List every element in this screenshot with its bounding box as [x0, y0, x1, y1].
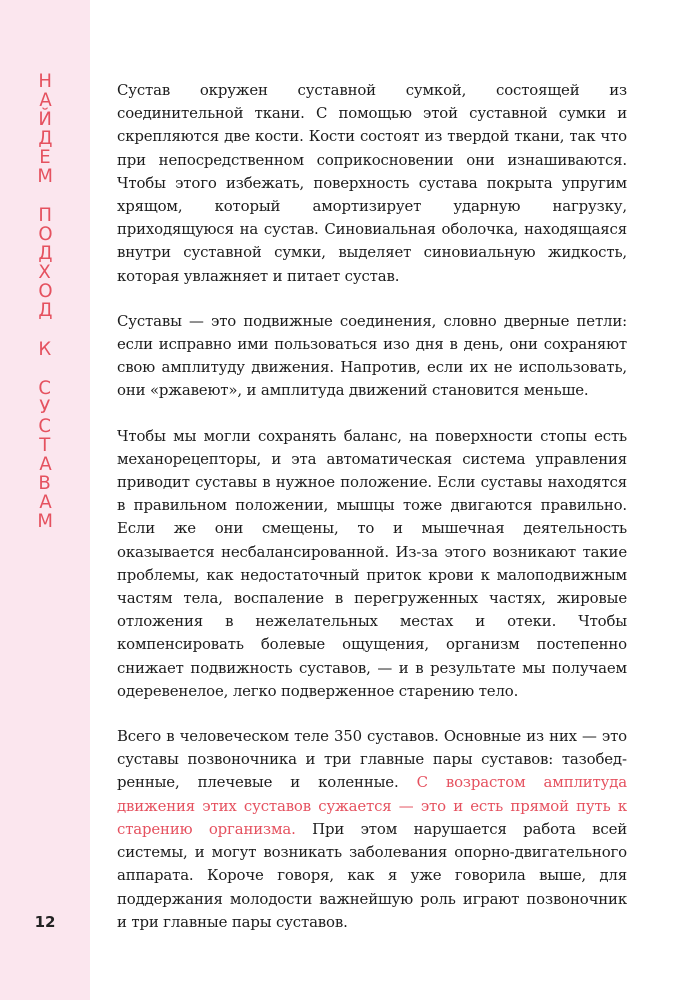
chapter-title-word-2 [38, 206, 53, 320]
title-letter: Д [37, 299, 53, 321]
title-letter: Н [38, 70, 52, 92]
title-letter: Х [38, 261, 52, 283]
vertical-chapter-title [0, 72, 90, 551]
paragraph-4-text-start: Всего в человеческом теле 350 суставов. Основные из них — это суставы позвоночника и три главные пары суставов: тазобедренные, плечевые и коленные. [117, 727, 627, 792]
chapter-title-word-1 [37, 72, 53, 186]
paragraph-4-text-end: При этом нарушается работа всей системы, и могут возникать заболевания опорно-двигательного аппарата. Короче говоря, как я уже говорила выше, для поддержания молодости важнейшую роль играют позвоночник и три главные пары суставов. [117, 819, 628, 931]
paragraph-3: Чтобы мы могли сохранять баланс, на поверхности стопы есть механорецепторы, и эта автоматическая система управления приводит суставы в нужное положение. Если суставы находятся в правильном положении, мышцы тоже двигаются правильно. Если же они смещены, то и мышечная деятельность оказывается несбалансированной. Из-за этого возникают такие проблемы, как недостаточный приток крови к малоподвижным частям тела, воспаление в перегруженных частях, жировые отложения в нежелательных местах и отеки. Чтобы компенсировать болевые ощущения, организм постепенно снижает подвижность суставов, — и в результате мы получаем одеревенелое, легко подверженное старению тело. [117, 426, 627, 700]
highlighted-sentence: С возрастом амплитуда движения этих суставов сужается — это и есть прямой путь к старению организма. [117, 773, 627, 838]
paragraph-1: Сустав окружен суставной сумкой, состоящей из соединительной ткани. С помощью этой суставной сумки и скрепляются две кости. Кости состоят из твердой ткани, так что при непосредственном соприкосновении они изнашиваются. Чтобы этого избежать, поверхность сустава покрыта упругим хрящом, который амортизирует ударную нагрузку, приходящуюся на сустав. Синовиальная оболочка, находящаяся внутри суставной сумки, выделяет синовиальную жидкость, которая увлажняет и питает сустав. [117, 81, 627, 285]
chapter-title-word-3 [38, 340, 52, 359]
title-letter: С [38, 415, 52, 437]
paragraph-4 [117, 725, 627, 934]
title-letter: У [39, 396, 51, 418]
title-letter: Й [38, 108, 52, 130]
title-letter: О [37, 280, 53, 302]
title-letter: А [38, 89, 52, 111]
title-letter: А [38, 453, 52, 475]
title-letter: К [38, 338, 52, 360]
title-letter: Е [39, 146, 51, 168]
page-number: 12 [34, 913, 56, 931]
title-letter: Д [37, 242, 53, 264]
title-letter: О [37, 223, 53, 245]
title-letter: М [37, 165, 53, 187]
title-letter: В [38, 472, 52, 494]
body-text [117, 79, 627, 956]
title-letter: С [38, 377, 52, 399]
title-letter: П [38, 204, 52, 226]
paragraph-2: Суставы — это подвижные соединения, словно дверные петли: если исправно ими пользоваться изо дня в день, они сохраняют свою амплитуду движения. Напротив, если их не использовать, они «ржавеют», и амплитуда движений становится меньше. [117, 311, 627, 400]
title-letter: Т [39, 434, 51, 456]
title-letter: Д [37, 127, 53, 149]
chapter-title-word-4 [37, 379, 53, 531]
title-letter: М [37, 510, 53, 532]
title-letter: А [38, 491, 52, 513]
